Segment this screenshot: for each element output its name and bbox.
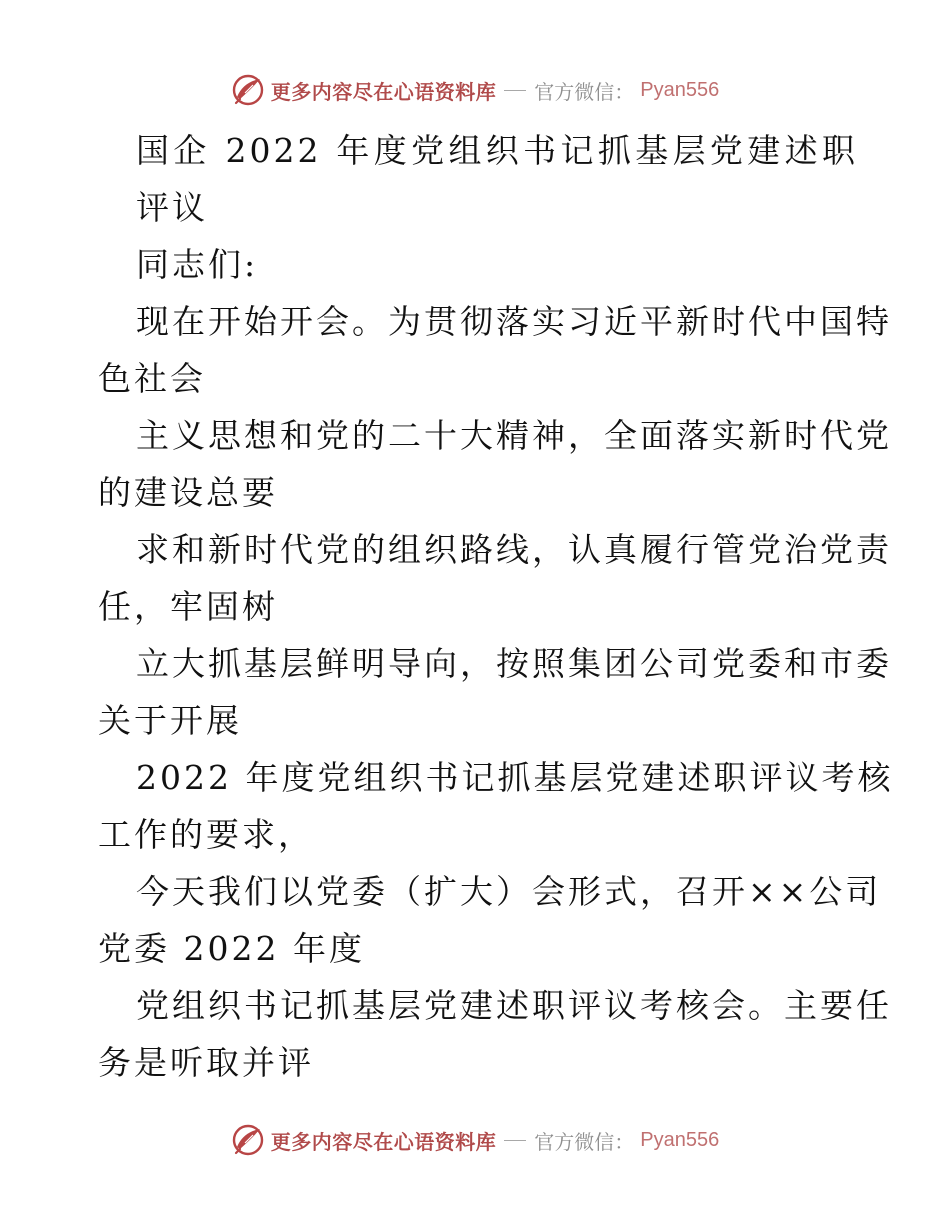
document-title-line-1: 国企 2022 年度党组织书记抓基层党建述职 <box>136 131 858 170</box>
salutation: 同志们: <box>136 245 259 284</box>
footer-banner-text: 更多内容尽在心语资料库 <box>270 1129 497 1154</box>
pen-logo-icon <box>231 1123 265 1157</box>
footer-watermark <box>0 1120 950 1160</box>
paragraph-line: 务是听取并评 <box>98 1043 314 1082</box>
paragraph-line: 色社会 <box>98 359 206 398</box>
paragraph-line: 立大抓基层鲜明导向，按照集团公司党委和市委 <box>136 644 892 683</box>
document-body <box>98 122 894 1091</box>
footer-banner-dash <box>504 1140 526 1141</box>
pen-logo-icon <box>231 73 265 107</box>
header-banner-wechat: 官方微信： <box>534 79 635 104</box>
header-banner-text: 更多内容尽在心语资料库 <box>270 79 497 104</box>
paragraph-line: 党委 2022 年度 <box>98 929 365 968</box>
footer-banner-id: Pyan556 <box>640 1128 720 1151</box>
paragraph-line: 任，牢固树 <box>98 587 278 626</box>
paragraph-line: 工作的要求， <box>98 815 314 854</box>
paragraph-line: 现在开始开会。为贯彻落实习近平新时代中国特 <box>136 302 892 341</box>
header-banner-dash <box>504 90 526 91</box>
paragraph-line: 关于开展 <box>98 701 242 740</box>
paragraph-line: 党组织书记抓基层党建述职评议考核会。主要任 <box>136 986 892 1025</box>
header-watermark <box>0 70 950 110</box>
footer-banner-wechat: 官方微信： <box>534 1129 635 1154</box>
paragraph-line: 主义思想和党的二十大精神，全面落实新时代党 <box>136 416 892 455</box>
paragraph-line: 求和新时代党的组织路线，认真履行管党治党责 <box>136 530 892 569</box>
document-title-line-2: 评议 <box>136 188 208 227</box>
paragraph-line: 的建设总要 <box>98 473 278 512</box>
paragraph-line: 今天我们以党委（扩大）会形式，召开××公司 <box>136 872 882 911</box>
header-banner-id: Pyan556 <box>640 78 720 101</box>
paragraph-line: 2022 年度党组织书记抓基层党建述职评议考核 <box>136 758 894 797</box>
